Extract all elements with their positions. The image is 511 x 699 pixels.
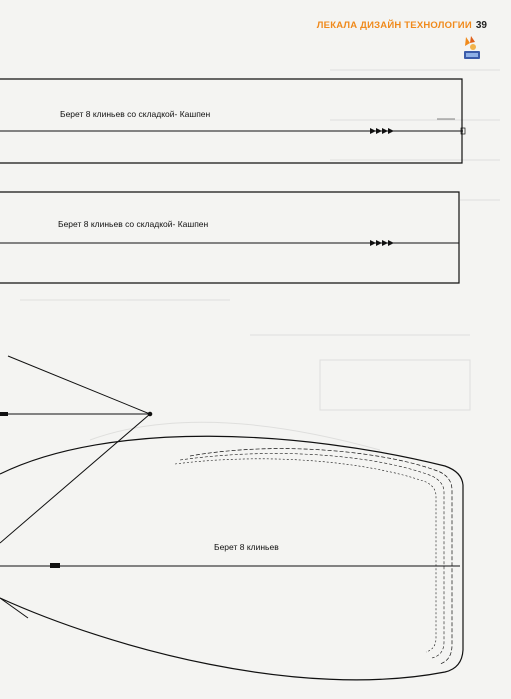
pattern-piece-1 xyxy=(0,79,465,163)
grain-arrow-1 xyxy=(370,128,394,134)
pattern-label-2: Берет 8 клиньев со складкой- Кашпен xyxy=(58,219,209,229)
pattern-piece-3 xyxy=(0,356,463,680)
header-title: ЛЕКАЛА ДИЗАЙН ТЕХНОЛОГИИ xyxy=(316,20,472,31)
bleed-through xyxy=(20,70,500,450)
pattern-piece-2 xyxy=(0,192,459,283)
pattern-label-1: Берет 8 клиньев со складкой- Кашпен xyxy=(60,109,211,119)
pattern-label-3: Берет 8 клиньев xyxy=(214,542,279,552)
page-number: 39 xyxy=(475,20,487,31)
grain-arrow-2 xyxy=(370,240,394,246)
